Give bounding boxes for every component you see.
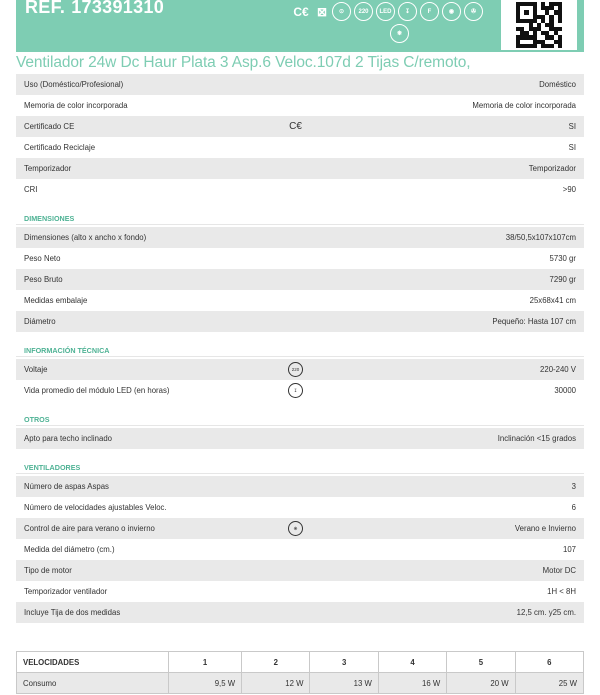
spec-row <box>16 581 584 602</box>
spec-value: Doméstico <box>539 80 576 89</box>
spec-row <box>16 518 584 539</box>
spec-value: 38/50,5x107x107cm <box>505 233 576 242</box>
spec-value: 25x68x41 cm <box>529 296 576 305</box>
speed-header-cell: 2 <box>242 652 310 673</box>
spec-value: 30000 <box>554 386 576 395</box>
speeds-consumo-row <box>17 673 584 694</box>
spec-label: Número de aspas Aspas <box>24 482 109 491</box>
spec-row <box>16 179 584 200</box>
spec-label: Control de aire para verano o invierno <box>24 524 155 533</box>
timer-icon: ◉ <box>442 2 461 21</box>
spec-label: Temporizador ventilador <box>24 587 108 596</box>
recycle-bin-icon: ⊠ <box>316 4 328 19</box>
section-heading: VENTILADORES <box>16 461 584 474</box>
certification-icons <box>290 2 500 43</box>
speed-consumo-cell: 13 W <box>310 673 378 694</box>
spec-row <box>16 116 584 137</box>
spec-row <box>16 539 584 560</box>
spec-icon: ↧ <box>288 383 303 398</box>
voltage-icon: 220 <box>354 2 373 21</box>
spec-row <box>16 311 584 332</box>
spec-label: Número de velocidades ajustables Veloc. <box>24 503 167 512</box>
spec-value: 107 <box>562 545 576 554</box>
led-icon: LED <box>376 2 395 21</box>
spec-row <box>16 227 584 248</box>
spec-label: Medidas embalaje <box>24 296 88 305</box>
spec-value: Memoria de color incorporada <box>472 101 576 110</box>
spec-label: Medida del diámetro (cm.) <box>24 545 115 554</box>
spec-value: Inclinación <15 grados <box>497 434 576 443</box>
spec-sheet <box>16 74 584 623</box>
speed-header-cell: 3 <box>310 652 378 673</box>
spec-value: 12,5 cm. y25 cm. <box>516 608 576 617</box>
speed-header-cell: VELOCIDADES <box>17 652 169 673</box>
spec-value: 7290 gr <box>549 275 576 284</box>
speed-consumo-cell: 9,5 W <box>168 673 241 694</box>
spec-label: Uso (Doméstico/Profesional) <box>24 80 124 89</box>
spec-row <box>16 158 584 179</box>
speed-header-cell: 1 <box>168 652 241 673</box>
spec-value: 220-240 V <box>540 365 576 374</box>
ref-label: REF. <box>25 0 66 17</box>
spec-row <box>16 290 584 311</box>
spec-label: Temporizador <box>24 164 72 173</box>
spec-label: CRI <box>24 185 38 194</box>
spec-icon: 220 <box>288 362 303 377</box>
qr-code[interactable] <box>499 0 579 52</box>
spec-label: Incluye Tija de dos medidas <box>24 608 121 617</box>
spec-row <box>16 602 584 623</box>
spec-value: Temporizador <box>528 164 576 173</box>
speed-header-cell: 6 <box>515 652 583 673</box>
spec-row <box>16 269 584 290</box>
spec-row <box>16 428 584 449</box>
ref-code: 173391310 <box>71 0 165 17</box>
spec-label: Dimensiones (alto x ancho x fondo) <box>24 233 147 242</box>
summer-winter-icon: ❋ <box>390 24 409 43</box>
spec-row <box>16 359 584 380</box>
spec-label: Certificado Reciclaje <box>24 143 96 152</box>
spec-row <box>16 476 584 497</box>
spec-label: Vida promedio del módulo LED (en horas) <box>24 386 170 395</box>
spec-value: Verano e Invierno <box>514 524 576 533</box>
spec-row <box>16 380 584 401</box>
speeds-table <box>16 651 584 694</box>
spec-row <box>16 74 584 95</box>
spec-value: SI <box>568 122 576 131</box>
spec-icon: ❋ <box>288 521 303 536</box>
reference-number <box>25 0 164 18</box>
speed-consumo-cell: Consumo <box>17 673 169 694</box>
spec-value: SI <box>568 143 576 152</box>
spec-row <box>16 137 584 158</box>
spec-label: Voltaje <box>24 365 48 374</box>
dimmable-icon: ⊙ <box>332 2 351 21</box>
spec-label: Memoria de color incorporada <box>24 101 128 110</box>
section-heading: DIMENSIONES <box>16 212 584 225</box>
spec-label: Tipo de motor <box>24 566 72 575</box>
speed-consumo-cell: 16 W <box>378 673 446 694</box>
spec-row <box>16 95 584 116</box>
spec-label: Apto para techo inclinado <box>24 434 112 443</box>
spec-label: Certificado CE <box>24 122 75 131</box>
spec-label: Peso Neto <box>24 254 61 263</box>
speeds-header-row <box>17 652 584 673</box>
spec-value: 1H < 8H <box>547 587 576 596</box>
spec-value: Motor DC <box>542 566 576 575</box>
energy-class-icon: F <box>420 2 439 21</box>
ce-mark-icon: C€ <box>293 4 309 19</box>
spec-value: 6 <box>571 503 576 512</box>
spec-label: Peso Bruto <box>24 275 63 284</box>
section-heading: OTROS <box>16 413 584 426</box>
spec-value: >90 <box>562 185 576 194</box>
speed-header-cell: 4 <box>378 652 446 673</box>
fan-speed-icon: ✇ <box>464 2 483 21</box>
speed-consumo-cell: 25 W <box>515 673 583 694</box>
lifetime-icon: ↧ <box>398 2 417 21</box>
product-title: Ventilador 24w Dc Haur Plata 3 Asp.6 Veloc.107d 2 Tijas C/remoto, <box>16 54 471 71</box>
spec-row <box>16 248 584 269</box>
section-heading: INFORMACIÓN TÉCNICA <box>16 344 584 357</box>
spec-row <box>16 560 584 581</box>
spec-value: Pequeño: Hasta 107 cm <box>492 317 576 326</box>
spec-label: Diámetro <box>24 317 56 326</box>
spec-row <box>16 497 584 518</box>
spec-value: 5730 gr <box>549 254 576 263</box>
speed-header-cell: 5 <box>447 652 515 673</box>
spec-value: 3 <box>571 482 576 491</box>
header-band <box>16 0 584 52</box>
speed-consumo-cell: 12 W <box>242 673 310 694</box>
speed-consumo-cell: 20 W <box>447 673 515 694</box>
spec-icon: C€ <box>289 121 302 132</box>
